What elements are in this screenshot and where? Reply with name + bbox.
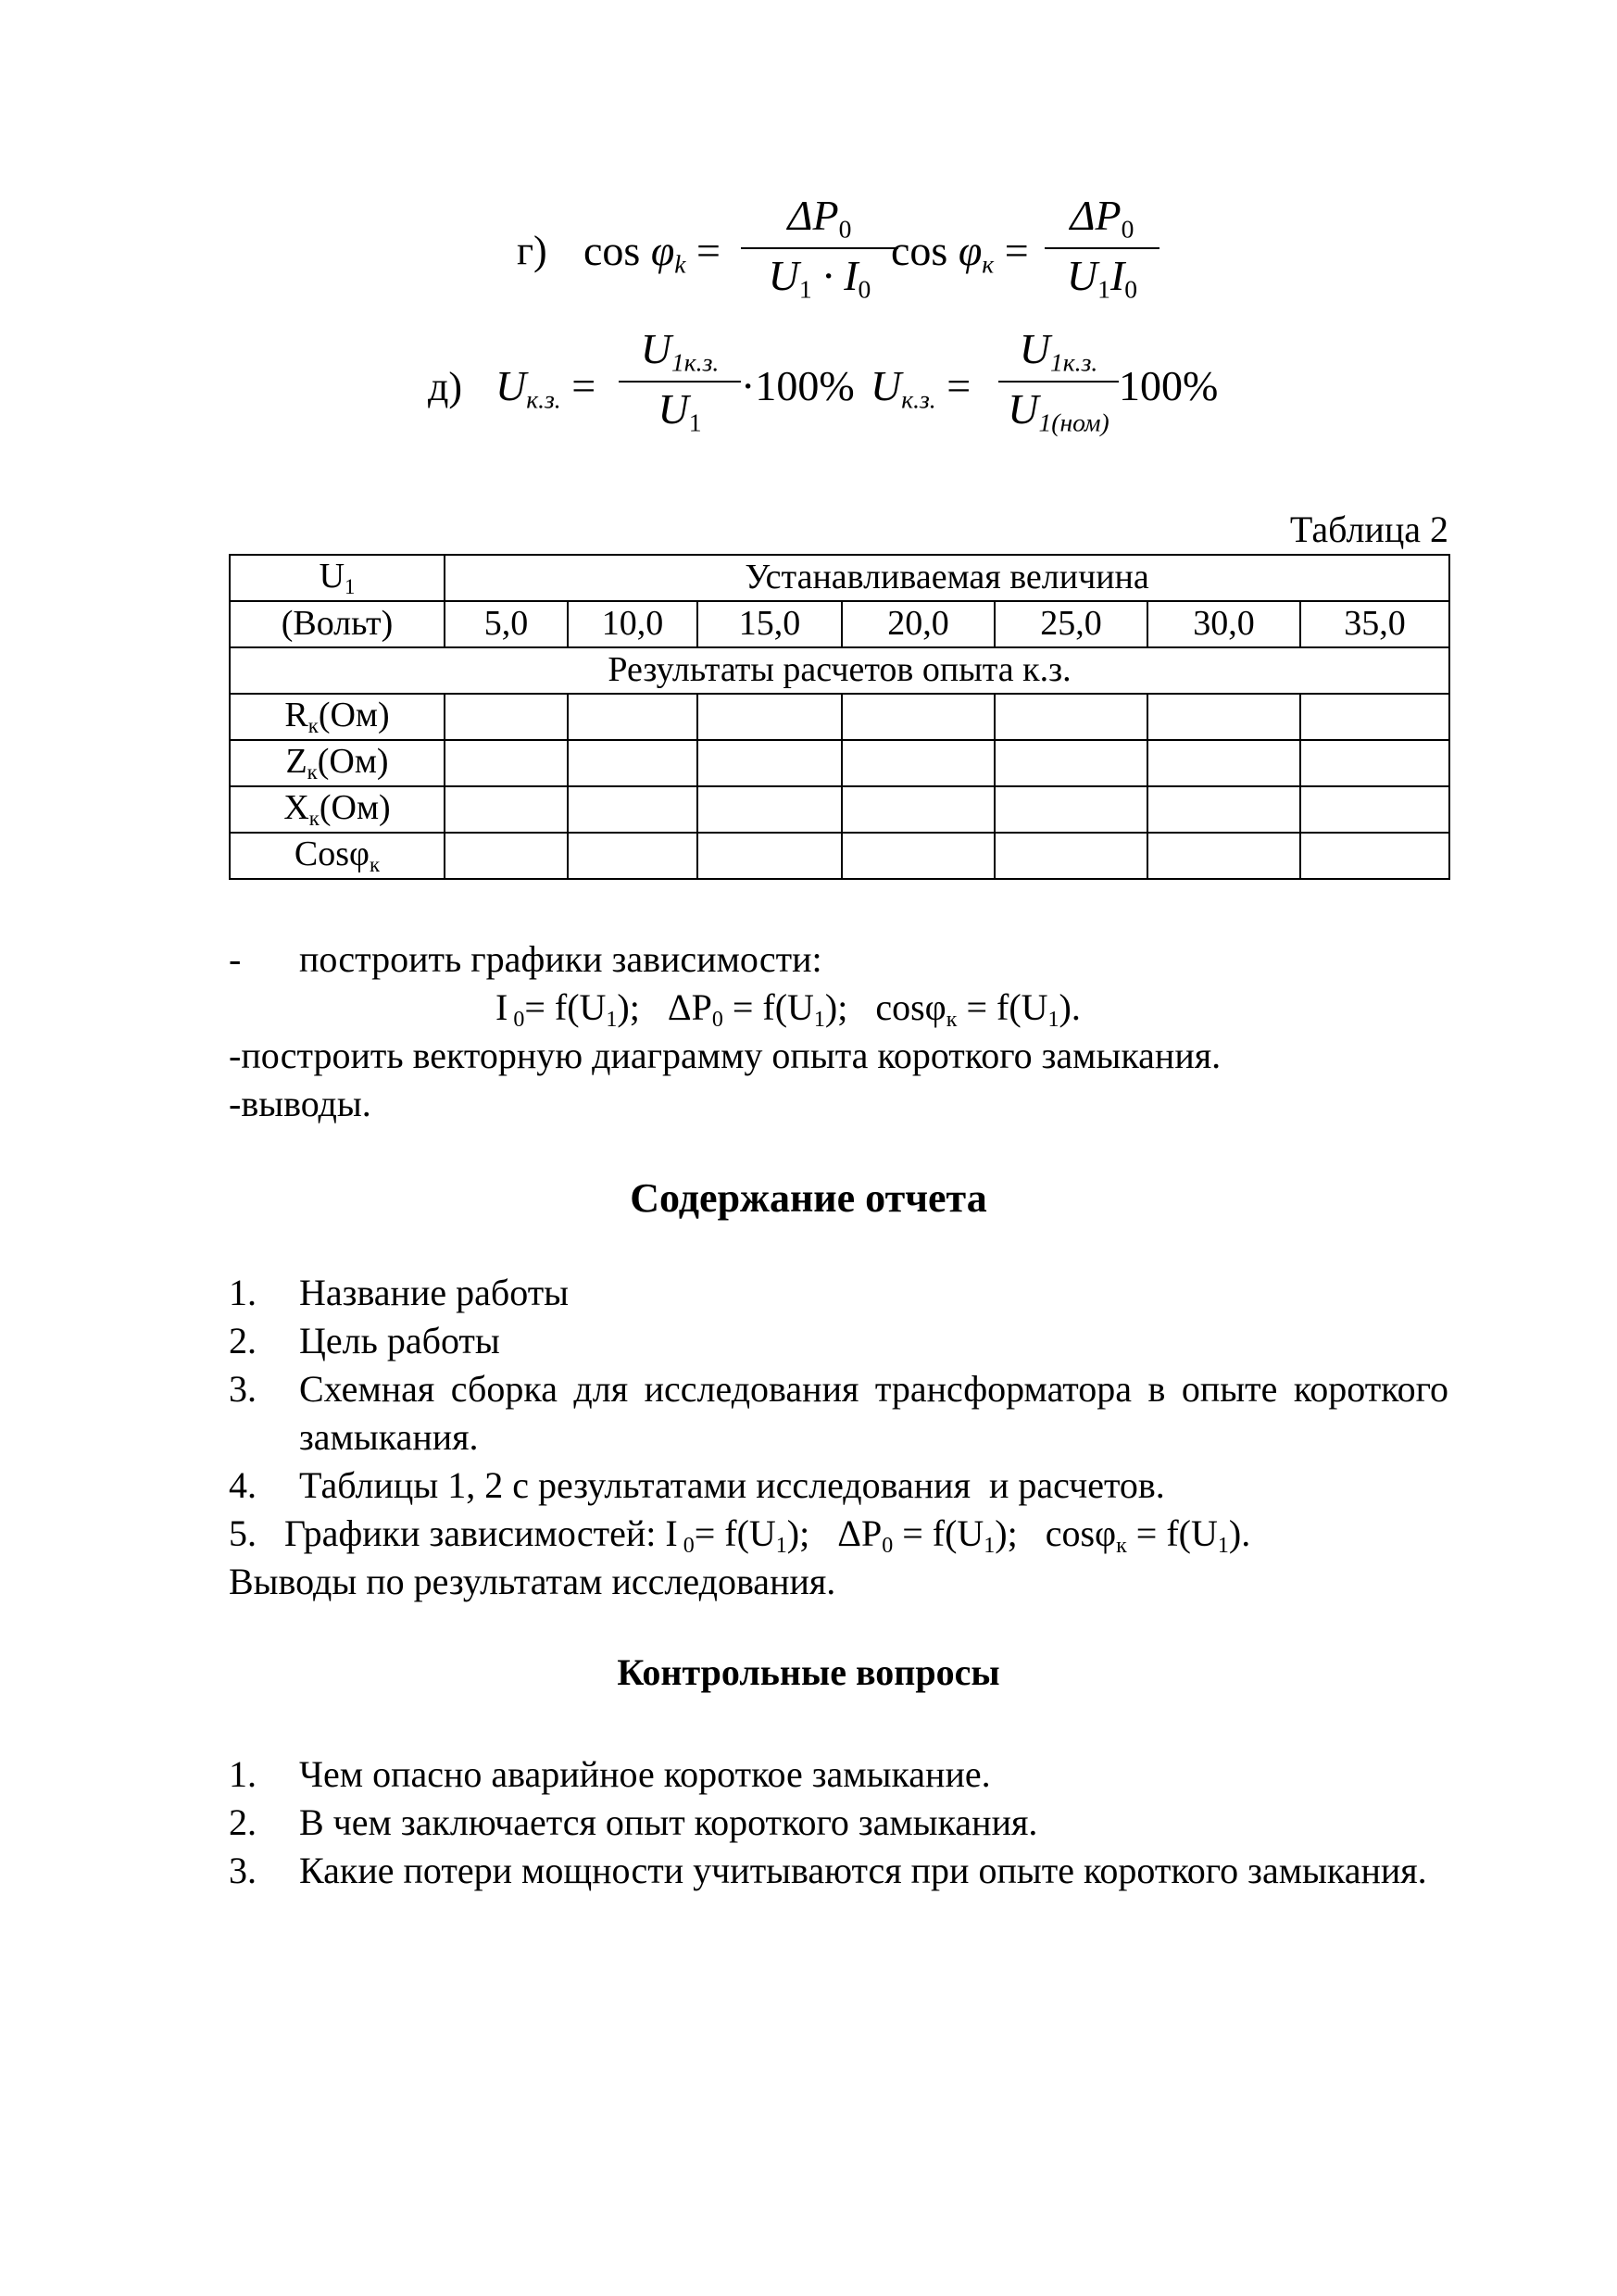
empty-cell [995, 694, 1147, 740]
empty-cell [445, 694, 568, 740]
instruction-dash: - [229, 938, 242, 980]
formula-d-fraction-2: $U_{1к.з.}$ $U_{1(ном)}$ [998, 326, 1119, 436]
empty-cell [697, 833, 842, 879]
row-label-xk: $X_к(Ом)$ [230, 786, 445, 833]
empty-cell [568, 786, 697, 833]
formula-d-mult1: ·100% [741, 362, 855, 409]
formula-g-fraction-2: $\Delta P_0$ $U_1I_0$ [1045, 193, 1159, 303]
report-item-5: 5. Графики зависимостей: I $_0= f(U_1)$; $\Delta P_0 = f(U_1)$; $\cos\varphi_к = f(U_1)$. [229, 1512, 1251, 1559]
empty-cell [1147, 786, 1300, 833]
value-cell: 25,0 [995, 601, 1147, 647]
row-label-zk: $Z_к(Ом)$ [230, 740, 445, 786]
instruction-vector-diagram: -построить векторную диаграмму опыта короткого замыкания. [229, 1035, 1222, 1076]
empty-cell [568, 740, 697, 786]
report-heading: Содержание отчета [630, 1175, 987, 1221]
empty-cell [568, 833, 697, 879]
table-header-row-1 [230, 555, 1449, 601]
row-label-cosphi: Cosφ$_к$ [230, 833, 445, 879]
value-cell: 35,0 [1300, 601, 1449, 647]
formula-d-mult2: 100% [1119, 362, 1219, 409]
list-item: 3. Схемная сборка для исследования трансформатора в опыте короткого замыкания. [229, 1368, 1448, 1458]
formula-g-fraction-1: $\Delta P_0$ $U_1 \cdot I_0$ [741, 193, 898, 303]
empty-cell [842, 786, 995, 833]
unit-cell: (Вольт) [230, 601, 445, 647]
table-row [230, 833, 1449, 879]
list-item: 1. Название работы [229, 1272, 570, 1313]
value-cell: 15,0 [697, 601, 842, 647]
value-cell: 20,0 [842, 601, 995, 647]
empty-cell [697, 694, 842, 740]
empty-cell [568, 694, 697, 740]
empty-cell [842, 833, 995, 879]
formula-g-label: г) [517, 228, 547, 273]
instruction-graphs: построить графики зависимости: [299, 938, 822, 980]
set-value-header: Устанавливаемая величина [445, 555, 1449, 601]
formula-d-fraction-1: $U_{1к.з.}$ $U_1$ [619, 326, 741, 436]
value-cell: 30,0 [1147, 601, 1300, 647]
formula-d-label: д) [428, 364, 463, 409]
empty-cell [1300, 786, 1449, 833]
empty-cell [1300, 694, 1449, 740]
empty-cell [1300, 740, 1449, 786]
empty-cell [1300, 833, 1449, 879]
table-caption: Таблица 2 [1289, 508, 1448, 550]
table-row [230, 694, 1449, 740]
section-title-row [230, 647, 1449, 694]
value-cell: 5,0 [445, 601, 568, 647]
row-label-rk: $R_к(Ом)$ [230, 694, 445, 740]
formula-d-lhs1: $U_{к.з.}$ = [495, 362, 596, 414]
empty-cell [1147, 833, 1300, 879]
empty-cell [995, 786, 1147, 833]
list-item: 3. Какие потери мощности учитываются при опыте короткого замыкания. [229, 1850, 1427, 1891]
empty-cell [1147, 740, 1300, 786]
formula-g-lhs2: $\cos \varphi_к$ = [891, 227, 1029, 279]
empty-cell [995, 833, 1147, 879]
instruction-conclusions: -выводы. [229, 1083, 371, 1124]
u1-header-cell: $U_1$ [230, 555, 445, 601]
value-cell: 10,0 [568, 601, 697, 647]
empty-cell [842, 740, 995, 786]
table-header-row-2 [230, 601, 1449, 647]
table-row [230, 740, 1449, 786]
empty-cell [995, 740, 1147, 786]
results-table [229, 554, 1450, 880]
empty-cell [842, 694, 995, 740]
section-title-cell: Результаты расчетов опыта к.з. [230, 647, 1449, 694]
formula-d-lhs2: $U_{к.з.}$ = [871, 362, 971, 414]
report-summary: Выводы по результатам исследования. [229, 1561, 836, 1602]
list-item: 1. Чем опасно аварийное короткое замыкание. [229, 1753, 991, 1795]
instruction-formulas: I $_0= f(U_1)$; $\Delta P_0 = f(U_1)$; $\cos\varphi_к = f(U_1)$. [495, 986, 1081, 1033]
table-row [230, 786, 1449, 833]
empty-cell [445, 786, 568, 833]
list-item: 4. Таблицы 1, 2 с результатами исследования и расчетов. [229, 1464, 1165, 1506]
list-item: 2. В чем заключается опыт короткого замыкания. [229, 1801, 1038, 1843]
empty-cell [445, 833, 568, 879]
list-item: 2. Цель работы [229, 1320, 500, 1361]
empty-cell [1147, 694, 1300, 740]
formula-g-lhs1: $\cos \varphi_k$ = [583, 227, 721, 279]
empty-cell [697, 740, 842, 786]
empty-cell [697, 786, 842, 833]
empty-cell [445, 740, 568, 786]
questions-heading: Контрольные вопросы [617, 1651, 1000, 1693]
